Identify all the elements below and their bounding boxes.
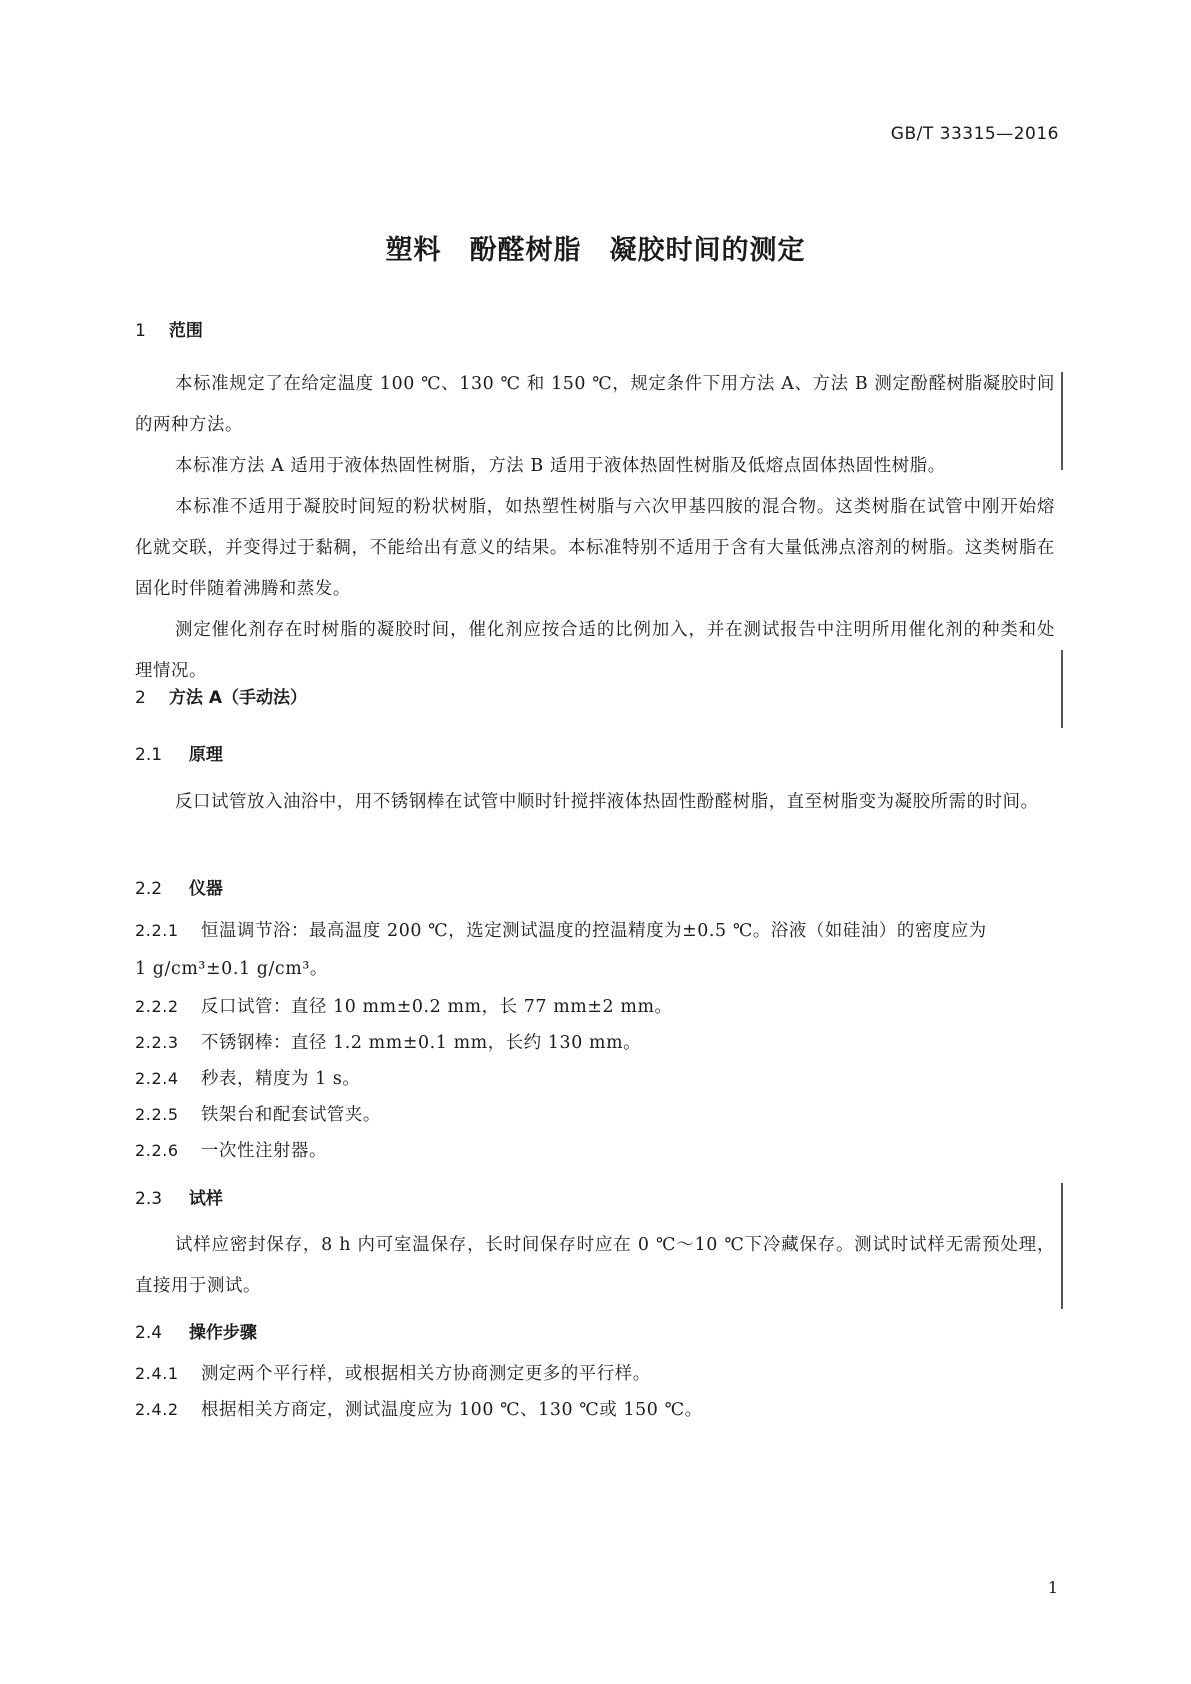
section-number: 2.1 bbox=[135, 745, 163, 765]
section-2-3-body bbox=[135, 1225, 1055, 1307]
list-item bbox=[135, 913, 1055, 949]
section-2-1-body bbox=[135, 782, 1055, 823]
item-number: 2.2.4 bbox=[135, 1069, 179, 1088]
section-2-3-heading bbox=[135, 1184, 1055, 1209]
item-text: 一次性注射器。 bbox=[201, 1141, 327, 1161]
item-number: 2.4.2 bbox=[135, 1400, 179, 1419]
list-item bbox=[135, 1356, 1055, 1392]
section-2-2-items bbox=[135, 913, 1055, 1169]
change-bar bbox=[1061, 650, 1063, 728]
paragraph: 试样应密封保存，8 h 内可室温保存，长时间保存时应在 0 ℃～10 ℃下冷藏保存。测试时试样无需预处理，直接用于测试。 bbox=[135, 1235, 1055, 1296]
list-item bbox=[135, 1097, 1055, 1133]
paragraph: 测定催化剂存在时树脂的凝胶时间，催化剂应按合适的比例加入，并在测试报告中注明所用催化剂的种类和处理情况。 bbox=[135, 620, 1055, 681]
section-2-4-heading bbox=[135, 1318, 1055, 1343]
section-title: 范围 bbox=[168, 321, 203, 341]
section-title: 原理 bbox=[188, 745, 223, 765]
section-number: 2.3 bbox=[135, 1189, 163, 1209]
list-item bbox=[135, 1025, 1055, 1061]
change-bar bbox=[1061, 1183, 1063, 1309]
section-title: 操作步骤 bbox=[188, 1323, 257, 1343]
list-item bbox=[135, 1392, 1055, 1428]
section-2-1-heading bbox=[135, 740, 1055, 765]
paragraph: 本标准不适用于凝胶时间短的粉状树脂，如热塑性树脂与六次甲基四胺的混合物。这类树脂在试管中刚开始熔化就交联，并变得过于黏稠，不能给出有意义的结果。本标准特别不适用于含有大量低沸点溶剂的树脂。这类树脂在固化时伴随着沸腾和蒸发。 bbox=[135, 497, 1055, 599]
section-title: 仪器 bbox=[188, 879, 223, 899]
section-number: 2.2 bbox=[135, 879, 163, 899]
list-item-continuation: 1 g/cm³±0.1 g/cm³。 bbox=[135, 959, 328, 979]
item-number: 2.2.1 bbox=[135, 921, 179, 940]
item-text: 秒表，精度为 1 s。 bbox=[201, 1069, 361, 1089]
section-number: 2 bbox=[135, 688, 146, 708]
item-number: 2.2.5 bbox=[135, 1105, 179, 1124]
section-2-4-items bbox=[135, 1356, 1055, 1428]
change-bar bbox=[1061, 372, 1063, 470]
section-1-body bbox=[135, 364, 1055, 692]
paragraph: 反口试管放入油浴中，用不锈钢棒在试管中顺时针搅拌液体热固性酚醛树脂，直至树脂变为凝胶所需的时间。 bbox=[175, 792, 1039, 812]
paragraph: 本标准方法 A 适用于液体热固性树脂，方法 B 适用于液体热固性树脂及低熔点固体热固性树脂。 bbox=[175, 456, 946, 476]
section-number: 2.4 bbox=[135, 1323, 163, 1343]
section-2-2-heading bbox=[135, 874, 1055, 899]
section-number: 1 bbox=[135, 321, 146, 341]
item-text: 根据相关方商定，测试温度应为 100 ℃、130 ℃或 150 ℃。 bbox=[201, 1400, 703, 1420]
item-number: 2.2.3 bbox=[135, 1033, 179, 1052]
item-text: 恒温调节浴：最高温度 200 ℃，选定测试温度的控温精度为±0.5 ℃。浴液（如硅油）的密度应为 bbox=[201, 921, 987, 941]
list-item bbox=[135, 1133, 1055, 1169]
item-number: 2.4.1 bbox=[135, 1364, 179, 1383]
section-title: 方法 A（手动法） bbox=[168, 688, 307, 708]
section-1-heading bbox=[135, 316, 1055, 341]
section-2-heading bbox=[135, 683, 1055, 708]
list-item bbox=[135, 1061, 1055, 1097]
document-title: 塑料 酚醛树脂 凝胶时间的测定 bbox=[385, 235, 806, 266]
item-number: 2.2.2 bbox=[135, 997, 179, 1016]
item-text: 铁架台和配套试管夹。 bbox=[201, 1105, 381, 1125]
item-number: 2.2.6 bbox=[135, 1141, 179, 1160]
item-text: 反口试管：直径 10 mm±0.2 mm，长 77 mm±2 mm。 bbox=[201, 997, 673, 1017]
list-item bbox=[135, 989, 1055, 1025]
item-text: 不锈钢棒：直径 1.2 mm±0.1 mm，长约 130 mm。 bbox=[201, 1033, 642, 1053]
standard-code: GB/T 33315—2016 bbox=[890, 124, 1059, 144]
paragraph: 本标准规定了在给定温度 100 ℃、130 ℃ 和 150 ℃，规定条件下用方法 A、方法 B 测定酚醛树脂凝胶时间的两种方法。 bbox=[135, 374, 1055, 435]
section-title: 试样 bbox=[188, 1189, 223, 1209]
page-number: 1 bbox=[1047, 1578, 1058, 1597]
item-text: 测定两个平行样，或根据相关方协商测定更多的平行样。 bbox=[201, 1364, 651, 1384]
